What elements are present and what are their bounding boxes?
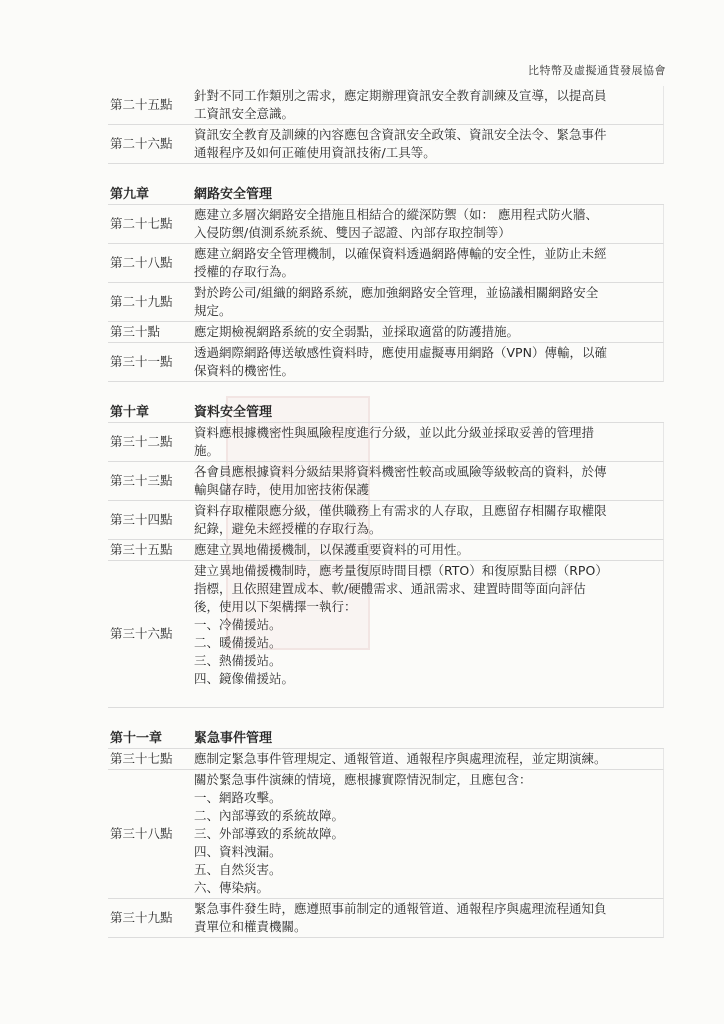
article-text bbox=[194, 899, 663, 937]
chapter-title: 網路安全管理 bbox=[194, 186, 273, 202]
article-row bbox=[108, 462, 664, 501]
chapter-title: 緊急事件管理 bbox=[194, 730, 273, 746]
article-line: 入侵防禦/偵測系統系統、雙因子認證、內部存取控制等） bbox=[194, 225, 511, 240]
article-number: 第二十八點 bbox=[110, 255, 173, 270]
article-line: 二、暖備援站。 bbox=[194, 635, 282, 650]
article-number: 第三十四點 bbox=[110, 512, 173, 527]
chapter-heading bbox=[108, 724, 664, 749]
article-number: 第二十九點 bbox=[110, 294, 173, 309]
article-row bbox=[108, 343, 664, 382]
chapter-heading bbox=[108, 398, 664, 423]
article-line: 資訊安全教育及訓練的內容應包含資訊安全政策、資訊安全法令、緊急事件 bbox=[194, 127, 607, 142]
article-number: 第二十七點 bbox=[110, 216, 173, 231]
article-text bbox=[194, 462, 663, 500]
article-text bbox=[194, 561, 663, 707]
article-number: 第三十一點 bbox=[110, 354, 173, 369]
article-line: 四、鏡像備援站。 bbox=[194, 671, 295, 686]
article-line: 通報程序及如何正確使用資訊技術/工具等。 bbox=[194, 145, 436, 160]
article-line: 針對不同工作類別之需求，應定期辦理資訊安全教育訓練及宣導，以提高員 bbox=[194, 88, 607, 103]
article-line: 應建立網路安全管理機制，以確保資料透過網路傳輸的安全性，並防止未經 bbox=[194, 246, 607, 261]
article-row bbox=[108, 899, 664, 938]
article-number: 第三十八點 bbox=[110, 826, 173, 841]
chapter-title: 資料安全管理 bbox=[194, 404, 273, 420]
article-text bbox=[194, 540, 663, 560]
article-line: 紀錄，避免未經授權的存取行為。 bbox=[194, 521, 382, 536]
article-line: 各會員應根據資料分級結果將資料機密性較高或風險等級較高的資料，於傳 bbox=[194, 464, 607, 479]
article-line: 指標，且依照建置成本、軟/硬體需求、通訊需求、建置時間等面向評估 bbox=[194, 581, 586, 596]
article-text bbox=[194, 770, 663, 898]
chapter-number: 第九章 bbox=[110, 186, 150, 202]
article-number: 第三十七點 bbox=[110, 751, 173, 766]
article-line: 工資訊安全意識。 bbox=[194, 106, 295, 121]
article-row bbox=[108, 423, 664, 462]
article-text bbox=[194, 244, 663, 282]
article-number: 第三十點 bbox=[110, 324, 161, 339]
article-row bbox=[108, 749, 664, 770]
regulation-table bbox=[108, 86, 664, 938]
article-number: 第二十六點 bbox=[110, 136, 173, 151]
article-text bbox=[194, 423, 663, 461]
article-line: 後，使用以下架構擇一執行： bbox=[194, 599, 357, 614]
article-line: 施。 bbox=[194, 443, 220, 458]
article-line: 一、網路攻擊。 bbox=[194, 790, 282, 805]
article-line: 應建立異地備援機制，以保護重要資料的可用性。 bbox=[194, 542, 470, 557]
organization-header: 比特幣及虛擬通貨發展協會 bbox=[528, 64, 666, 77]
article-row bbox=[108, 86, 664, 125]
article-line: 六、傳染病。 bbox=[194, 880, 270, 895]
article-line: 建立異地備援機制時，應考量復原時間目標（RTO）和復原點目標（RPO） bbox=[194, 563, 608, 578]
article-number: 第三十二點 bbox=[110, 434, 173, 449]
article-row bbox=[108, 770, 664, 899]
article-text bbox=[194, 86, 663, 124]
article-text bbox=[194, 283, 663, 321]
article-line: 一、冷備援站。 bbox=[194, 617, 282, 632]
chapter-number: 第十章 bbox=[110, 404, 150, 420]
article-number: 第三十六點 bbox=[110, 626, 173, 641]
article-row bbox=[108, 561, 664, 708]
chapter-heading bbox=[108, 180, 664, 205]
article-line: 輸與儲存時，使用加密技術保護 bbox=[194, 482, 370, 497]
article-text bbox=[194, 749, 663, 769]
article-number: 第三十五點 bbox=[110, 542, 173, 557]
article-row bbox=[108, 244, 664, 283]
article-line: 三、熱備援站。 bbox=[194, 653, 282, 668]
article-row bbox=[108, 322, 664, 343]
article-line: 四、資料洩漏。 bbox=[194, 844, 282, 859]
article-line: 授權的存取行為。 bbox=[194, 264, 295, 279]
article-line: 三、外部導致的系統故障。 bbox=[194, 826, 345, 841]
article-row bbox=[108, 205, 664, 244]
article-row bbox=[108, 125, 664, 164]
article-line: 應定期檢視網路系統的安全弱點，並採取適當的防護措施。 bbox=[194, 324, 520, 339]
article-text bbox=[194, 501, 663, 539]
article-line: 緊急事件發生時，應遵照事前制定的通報管道、通報程序與處理流程通知負 bbox=[194, 901, 607, 916]
article-line bbox=[194, 688, 661, 706]
article-line: 資料應根據機密性與風險程度進行分級，並以此分級並採取妥善的管理措 bbox=[194, 425, 595, 440]
article-row bbox=[108, 501, 664, 540]
article-line: 責單位和權責機關。 bbox=[194, 919, 307, 934]
article-line: 應制定緊急事件管理規定、通報管道、通報程序與處理流程，並定期演練。 bbox=[194, 751, 607, 766]
article-text bbox=[194, 205, 663, 243]
article-number: 第三十三點 bbox=[110, 473, 173, 488]
chapter-number: 第十一章 bbox=[110, 730, 163, 746]
article-line: 五、自然災害。 bbox=[194, 862, 282, 877]
article-number: 第三十九點 bbox=[110, 910, 173, 925]
article-row bbox=[108, 283, 664, 322]
article-line: 透過網際網路傳送敏感性資料時，應使用虛擬專用網路（VPN）傳輸，以確 bbox=[194, 345, 607, 360]
article-line: 二、內部導致的系統故障。 bbox=[194, 808, 345, 823]
article-text bbox=[194, 322, 663, 342]
article-line: 對於跨公司/組織的網路系統，應加強網路安全管理，並協議相關網路安全 bbox=[194, 285, 599, 300]
article-line: 規定。 bbox=[194, 303, 232, 318]
article-row bbox=[108, 540, 664, 561]
article-text bbox=[194, 343, 663, 381]
article-line: 關於緊急事件演練的情境，應根據實際情況制定，且應包含： bbox=[194, 772, 532, 787]
article-number: 第二十五點 bbox=[110, 97, 173, 112]
article-line: 資料存取權限應分級，僅供職務上有需求的人存取，且應留存相關存取權限 bbox=[194, 503, 607, 518]
article-text bbox=[194, 125, 663, 163]
article-line: 應建立多層次網路安全措施且相結合的縱深防禦（如： 應用程式防火牆、 bbox=[194, 207, 598, 222]
article-line: 保資料的機密性。 bbox=[194, 363, 295, 378]
